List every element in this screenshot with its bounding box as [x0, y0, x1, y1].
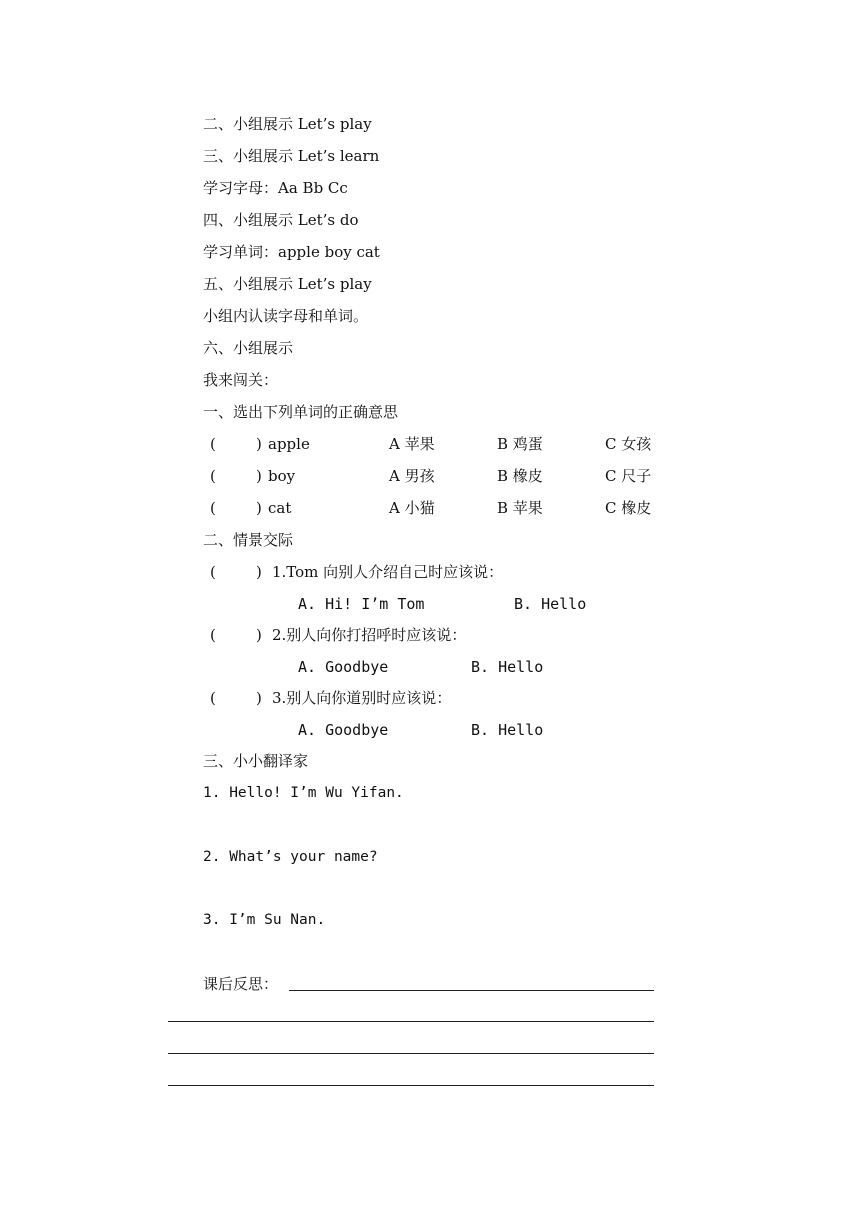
lesson-step-do: 四、小组展示 Let’s do — [203, 211, 359, 229]
question-text: 1.Tom 向别人介绍自己时应该说： — [272, 563, 504, 581]
option-b: B 苹果 — [497, 499, 543, 517]
option-a: A. Hi! I’m Tom — [298, 595, 425, 613]
option-a: A 苹果 — [389, 435, 435, 453]
lesson-letters: 学习字母：Aa Bb Cc — [203, 179, 348, 197]
reflection-line[interactable] — [168, 1085, 654, 1086]
answer-paren-open: ( — [210, 626, 216, 644]
reflection-line[interactable] — [168, 1053, 654, 1054]
option-c: C 尺子 — [605, 467, 652, 485]
question-text: 2.别人向你打招呼时应该说： — [272, 626, 467, 644]
challenge-title: 我来闯关： — [203, 371, 279, 389]
translation-item: 3. I’m Su Nan. — [203, 912, 326, 928]
answer-paren-close: ) — [256, 467, 262, 485]
answer-paren-close: ) — [256, 563, 262, 581]
reflection-label: 课后反思： — [203, 975, 279, 993]
reflection-line[interactable] — [289, 990, 654, 991]
answer-paren-open: ( — [210, 499, 216, 517]
option-c: C 女孩 — [605, 435, 652, 453]
option-a: A. Goodbye — [298, 721, 389, 739]
option-a: A 小猫 — [389, 499, 435, 517]
answer-paren-open: ( — [210, 435, 216, 453]
answer-paren-open: ( — [210, 563, 216, 581]
lesson-step-show: 六、小组展示 — [203, 339, 294, 357]
lesson-words: 学习单词：apple boy cat — [203, 243, 380, 261]
option-b: B. Hello — [471, 658, 544, 676]
answer-paren-close: ) — [256, 689, 262, 707]
reflection-line[interactable] — [168, 1021, 654, 1022]
translation-item: 2. What’s your name? — [203, 849, 378, 865]
option-b: B. Hello — [514, 595, 587, 613]
answer-paren-open: ( — [210, 467, 216, 485]
section3-heading: 三、小小翻译家 — [203, 752, 309, 770]
answer-paren-close: ) — [256, 626, 262, 644]
section1-heading: 一、选出下列单词的正确意思 — [203, 403, 399, 421]
answer-paren-open: ( — [210, 689, 216, 707]
option-b: B 鸡蛋 — [497, 435, 543, 453]
answer-paren-close: ) — [256, 499, 262, 517]
lesson-step-play: 二、小组展示 Let’s play — [203, 115, 372, 133]
translation-item: 1. Hello! I’m Wu Yifan. — [203, 785, 404, 801]
question-text: 3.别人向你道别时应该说： — [272, 689, 452, 707]
option-a: A. Goodbye — [298, 658, 389, 676]
answer-paren-close: ) — [256, 435, 262, 453]
option-c: C 橡皮 — [605, 499, 652, 517]
option-b: B. Hello — [471, 721, 544, 739]
option-b: B 橡皮 — [497, 467, 543, 485]
lesson-step-play-2: 五、小组展示 Let’s play — [203, 275, 372, 293]
word: apple — [268, 435, 310, 453]
lesson-step-learn: 三、小组展示 Let’s learn — [203, 147, 380, 165]
word: cat — [268, 499, 292, 517]
option-a: A 男孩 — [389, 467, 435, 485]
lesson-group-reading: 小组内认读字母和单词。 — [203, 307, 369, 325]
word: boy — [268, 467, 296, 485]
section2-heading: 二、情景交际 — [203, 531, 294, 549]
